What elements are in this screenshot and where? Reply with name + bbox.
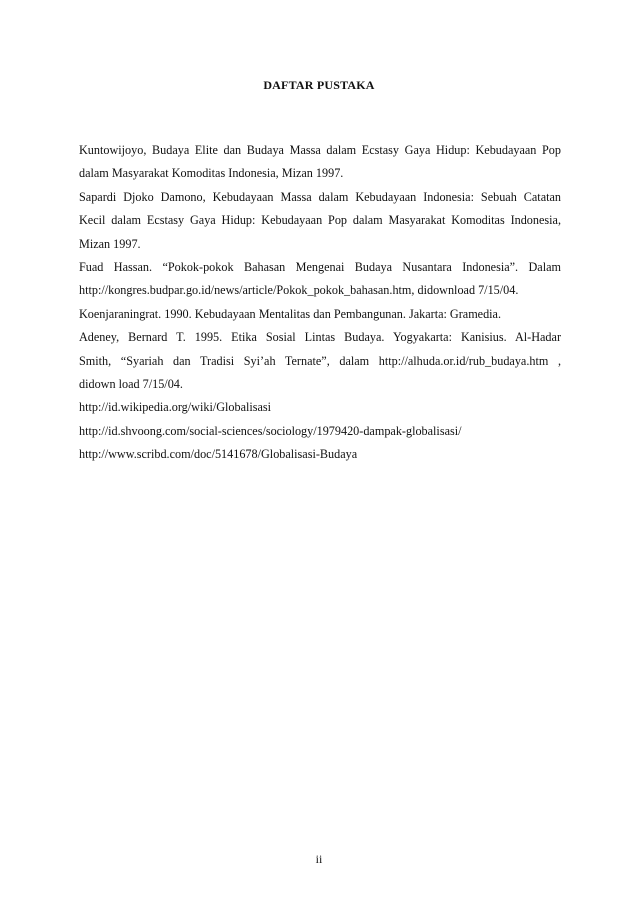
reference-line: Kecil dalam Ecstasy Gaya Hidup: Kebudayaan Pop dalam Masyarakat Komoditas Indonesia, [79,213,561,228]
reference-link: http://id.wikipedia.org/wiki/Globalisasi [79,400,272,415]
reference-line: Mizan 1997. [79,236,141,251]
reference-line: Smith, “Syariah dan Tradisi Syi’ah Ternate”, dalam http://alhuda.or.id/rub_budaya.htm , [79,353,561,368]
reference-line: didown load 7/15/04. [79,377,183,392]
reference-list [79,139,561,467]
reference-link: http://kongres.budpar.go.id/news/article/Pokok_pokok_bahasan.htm, didownload 7/15/04. [79,283,519,298]
reference-line: Adeney, Bernard T. 1995. Etika Sosial Lintas Budaya. Yogyakarta: Kanisius. Al-Hadar [79,330,561,345]
page-number: ii [315,852,323,866]
reference-line: Sapardi Djoko Damono, Kebudayaan Massa dalam Kebudayaan Indonesia: Sebuah Catatan [79,189,561,204]
reference-line: Kuntowijoyo, Budaya Elite dan Budaya Massa dalam Ecstasy Gaya Hidup: Kebudayaan Pop [79,143,561,157]
reference-link: http://www.scribd.com/doc/5141678/Globalisasi-Budaya [79,447,358,462]
page-title: DAFTAR PUSTAKA [263,78,375,92]
reference-link: http://id.shvoong.com/social-sciences/sociology/1979420-dampak-globalisasi/ [79,423,462,438]
reference-line: Koenjaraningrat. 1990. Kebudayaan Mentalitas dan Pembangunan. Jakarta: Gramedia. [79,306,502,321]
reference-line: Fuad Hassan. “Pokok-pokok Bahasan Mengenai Budaya Nusantara Indonesia”. Dalam [79,260,561,275]
reference-line: dalam Masyarakat Komoditas Indonesia, Mizan 1997. [79,166,344,181]
